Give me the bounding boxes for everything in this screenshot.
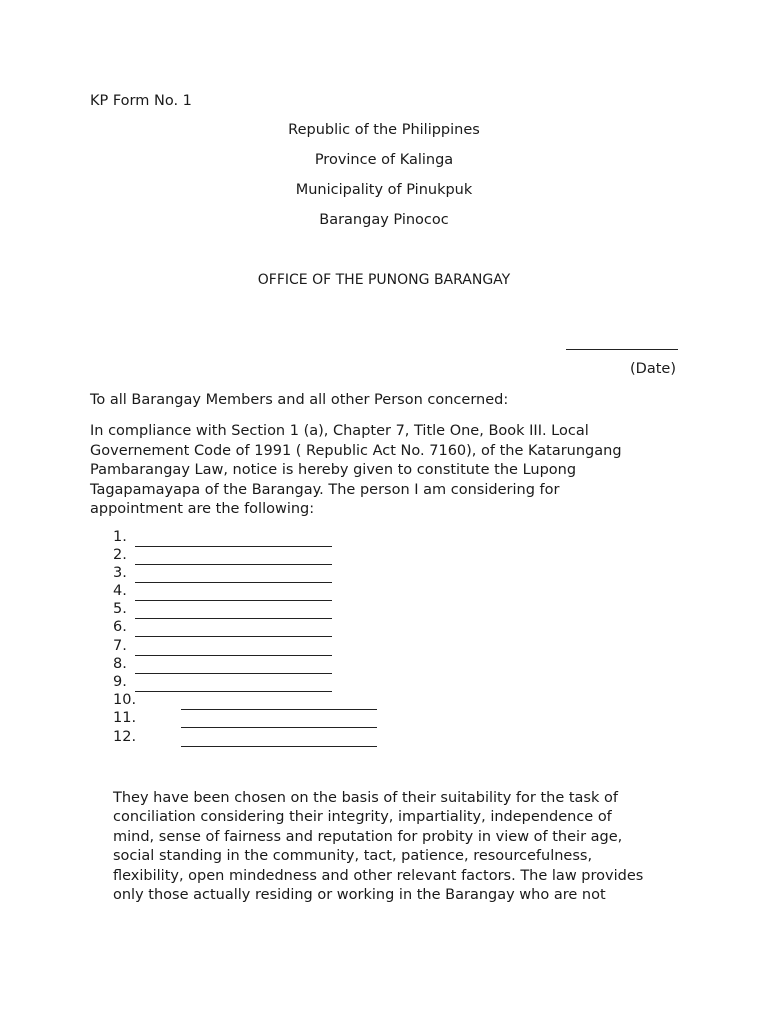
appointee-item (0, 656, 768, 674)
intro-line: appointment are the following: (90, 501, 315, 518)
appointee-item (0, 710, 768, 728)
appointee-item (0, 692, 768, 710)
appointee-number: 1. (113, 529, 127, 545)
appointee-blank-line (135, 636, 332, 637)
closing-line: social standing in the community, tact, patience, resourcefulness, (113, 848, 593, 865)
appointee-blank-line (181, 727, 377, 728)
closing-line: flexibility, open mindedness and other relevant factors. The law provides (113, 867, 644, 884)
closing-line: conciliation considering their integrity, impartiality, independence of (113, 809, 612, 826)
appointee-item (0, 583, 768, 601)
appointee-item (0, 565, 768, 583)
intro-line: Tagapamayapa of the Barangay. The person I am considering for (90, 481, 560, 498)
date-label: (Date) (630, 361, 676, 377)
date-blank-line (566, 349, 678, 350)
appointee-item (0, 638, 768, 656)
appointee-number: 8. (113, 656, 127, 672)
intro-paragraph (90, 422, 690, 520)
intro-line: In compliance with Section 1 (a), Chapter 7, Title One, Book III. Local (90, 423, 589, 439)
appointee-number: 11. (113, 710, 137, 726)
appointee-number: 9. (113, 674, 127, 690)
appointee-number: 3. (113, 565, 127, 581)
appointee-number: 12. (113, 729, 137, 745)
closing-paragraph (113, 789, 673, 905)
appointee-number: 4. (113, 583, 127, 599)
appointee-item (0, 601, 768, 619)
appointee-item (0, 547, 768, 565)
appointee-number: 5. (113, 601, 127, 617)
header-republic: Republic of the Philippines (288, 122, 480, 138)
appointee-number: 2. (113, 547, 127, 563)
appointee-item (0, 529, 768, 547)
header-municipality: Municipality of Pinukpuk (295, 182, 473, 198)
appointee-blank-line (181, 746, 377, 747)
closing-line: They have been chosen on the basis of their suitability for the task of (113, 790, 618, 806)
closing-line: mind, sense of fairness and reputation for probity in view of their age, (113, 828, 623, 845)
header-barangay: Barangay Pinococ (319, 212, 449, 228)
appointee-number: 10. (113, 692, 137, 708)
intro-line: Pambarangay Law, notice is hereby given to constitute the Lupong (90, 462, 577, 479)
closing-line: only those actually residing or working in the Barangay who are not (113, 887, 606, 904)
intro-line: Governement Code of 1991 ( Republic Act No. 7160), of the Katarungang (90, 442, 622, 459)
appointee-item (0, 619, 768, 637)
header-province: Province of Kalinga (314, 152, 454, 168)
form-number: KP Form No. 1 (90, 93, 192, 109)
appointee-number: 7. (113, 638, 127, 654)
salutation: To all Barangay Members and all other Person concerned: (90, 392, 509, 408)
office-title: OFFICE OF THE PUNONG BARANGAY (257, 272, 511, 288)
appointee-number: 6. (113, 619, 127, 635)
appointee-item (0, 674, 768, 692)
appointee-item (0, 729, 768, 747)
